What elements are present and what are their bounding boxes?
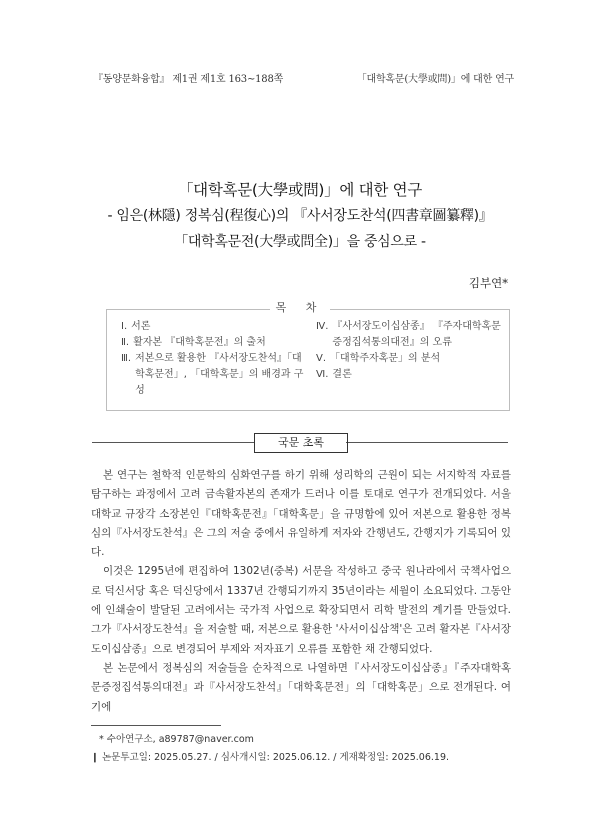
abstract-paragraph: 본 연구는 철학적 인문학의 심화연구를 하기 위해 성리학의 근원이 되는 서지학적 자료를 탐구하는 과정에서 고려 금속활자본의 존재가 드러나 이를 토대로 연구가 전개되었다. 서울대학교 규장각 소장본인『대학혹문전』「대학혹문」을 규명함에 있어 저본으로 활용한 정복심의『사서장도찬석』은 그의 저술 중에서 유일하게 저자와 간행년도, 간행지가 기록되어 있다.	[91, 469, 511, 559]
toc-item	[316, 351, 508, 367]
paper-subtitle-line1: - 임은(林隱) 정복심(程復心)의 『사서장도찬석(四書章圖纂釋)』	[107, 208, 493, 224]
paper-title: 「대학혹문(大學或問)」에 대한 연구	[177, 181, 422, 199]
toc-item	[316, 367, 508, 383]
footnote-submission-dates: ❙ 논문투고일: 2025.05.27. / 심사개시일: 2025.06.12. / 게재확정일: 2025.06.19.	[91, 752, 450, 763]
toc-item-number: Ⅳ.	[316, 321, 329, 332]
toc-item-number: Ⅲ.	[121, 353, 132, 364]
abstract-heading: 국문 초록	[254, 433, 348, 453]
toc-item	[121, 335, 311, 351]
abstract-divider-left	[92, 442, 254, 443]
running-header-title: 「대학혹문(大學或問)」에 대한 연구	[356, 74, 514, 85]
toc-right-column	[316, 319, 508, 383]
footnote-divider	[91, 725, 221, 726]
toc-item-text: 저본으로 활용한 『사서장도찬석』「대학혹문전」, 「대학혹문」의 배경과 구성	[135, 353, 304, 396]
author-name: 김부연*	[468, 276, 508, 290]
toc-item-number: Ⅱ.	[121, 337, 130, 348]
toc-item-text: 결론	[332, 369, 352, 380]
toc-item	[316, 319, 508, 351]
toc-item	[121, 351, 311, 399]
toc-item-number: Ⅰ.	[121, 321, 128, 332]
paper-subtitle-line2: 「대학혹문전(大學或問全)」을 중심으로 -	[174, 234, 426, 250]
toc-item-text: 『사서장도이십삼종』 『주자대학혹문증정집석통의대전』의 오류	[332, 321, 501, 348]
running-header-journal: 『동양문화융합』 제1권 제1호 163∼188쪽	[93, 74, 284, 85]
abstract-divider-right	[346, 442, 508, 443]
toc-item-text: 활자본 『대학혹문전』의 출처	[133, 337, 266, 348]
abstract-paragraph: 이것은 1295년에 편집하여 1302년(중복) 서문을 작성하고 중국 원나라에서 국책사업으로 덕신서당 혹은 덕신당에서 1337년 간행되기까지 35년이라는 세월이 소요되었다. 그동안에 인쇄술이 발달된 고려에서는 국가적 사업으로 확장되면서 리학 발전의 계기를 만들었다. 그가『사서장도찬석』을 저술할 때, 저본으로 활용한 '사서이십삼책'은 고려 활자본『사서장도이십삼종』으로 변경되어 부제와 저자표기 오류를 포함한 채 간행되었다.	[91, 565, 511, 655]
abstract-paragraph: 본 논문에서 정복심의 저술들을 순차적으로 나열하면『사서장도이십삼종』『주자대학혹문증정집석통의대전』과『사서장도찬석』「대학혹문전」의「대학혹문」으로 전개된다. 여기에	[91, 661, 511, 713]
toc-item-number: Ⅴ.	[316, 353, 327, 364]
toc-item	[121, 319, 311, 335]
toc-item-text: 「대학주자혹문」의 분석	[330, 353, 441, 364]
toc-item-number: Ⅵ.	[316, 369, 329, 380]
toc-left-column	[121, 319, 311, 399]
abstract-body	[91, 466, 511, 717]
toc-title: 목 차	[270, 299, 330, 315]
footnote-author-affiliation: * 수아연구소, a89787@naver.com	[99, 734, 254, 745]
toc-item-text: 서론	[131, 321, 151, 332]
